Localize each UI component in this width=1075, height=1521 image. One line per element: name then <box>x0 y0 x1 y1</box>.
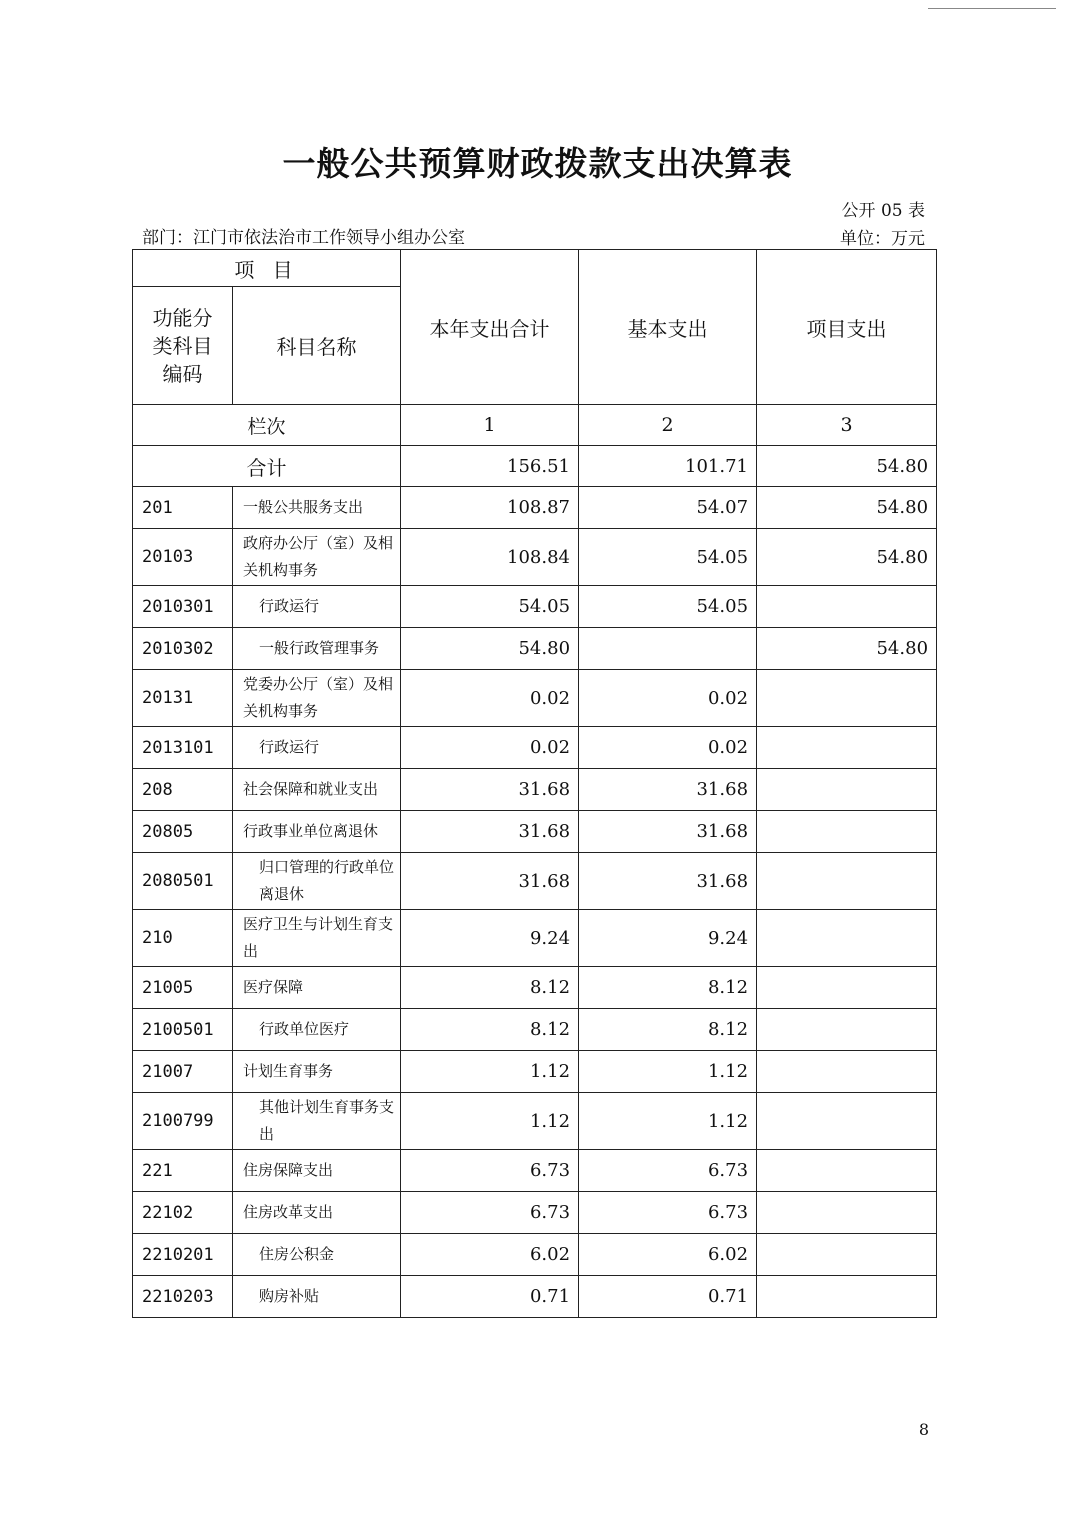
row-name: 行政运行 <box>233 727 401 769</box>
row-total: 31.68 <box>401 853 579 910</box>
row-total: 1.12 <box>401 1051 579 1093</box>
table-row <box>133 628 937 670</box>
row-basic: 9.24 <box>579 910 757 967</box>
row-code: 201 <box>133 487 233 529</box>
row-project <box>757 967 937 1009</box>
row-project: 54.80 <box>757 487 937 529</box>
row-project <box>757 727 937 769</box>
row-total: 108.84 <box>401 529 579 586</box>
header-item: 项 目 <box>133 250 401 287</box>
row-total: 8.12 <box>401 1009 579 1051</box>
form-number: 公开 05 表 <box>841 201 925 221</box>
row-code: 2100501 <box>133 1009 233 1051</box>
row-project <box>757 586 937 628</box>
row-code: 2010301 <box>133 586 233 628</box>
row-code: 2013101 <box>133 727 233 769</box>
row-code: 208 <box>133 769 233 811</box>
row-basic: 54.07 <box>579 487 757 529</box>
row-project <box>757 1009 937 1051</box>
row-code: 2080501 <box>133 853 233 910</box>
page-title: 一般公共预算财政拨款支出决算表 <box>282 144 793 183</box>
row-total: 31.68 <box>401 769 579 811</box>
row-total: 1.12 <box>401 1093 579 1150</box>
row-basic: 1.12 <box>579 1051 757 1093</box>
row-project <box>757 670 937 727</box>
row-project <box>757 1276 937 1318</box>
row-name: 医疗保障 <box>233 967 401 1009</box>
table-row <box>133 811 937 853</box>
row-code: 21007 <box>133 1051 233 1093</box>
row-project <box>757 910 937 967</box>
row-project <box>757 1051 937 1093</box>
header-total: 本年支出合计 <box>401 250 579 405</box>
row-basic: 54.05 <box>579 586 757 628</box>
row-basic: 0.02 <box>579 670 757 727</box>
row-basic: 6.73 <box>579 1150 757 1192</box>
table-row <box>133 670 937 727</box>
column-label: 栏次 <box>133 405 401 446</box>
total-label: 合计 <box>133 446 401 487</box>
row-total: 6.02 <box>401 1234 579 1276</box>
row-name: 一般公共服务支出 <box>233 487 401 529</box>
row-name: 医疗卫生与计划生育支出 <box>233 910 401 967</box>
row-project <box>757 1192 937 1234</box>
row-code: 2010302 <box>133 628 233 670</box>
row-project <box>757 1093 937 1150</box>
row-code: 210 <box>133 910 233 967</box>
row-total: 8.12 <box>401 967 579 1009</box>
budget-table <box>132 249 937 1318</box>
total-total: 156.51 <box>401 446 579 487</box>
table-row <box>133 853 937 910</box>
row-total: 6.73 <box>401 1150 579 1192</box>
row-name: 归口管理的行政单位离退休 <box>233 853 401 910</box>
row-name: 社会保障和就业支出 <box>233 769 401 811</box>
row-basic: 8.12 <box>579 1009 757 1051</box>
row-basic <box>579 628 757 670</box>
row-code: 2100799 <box>133 1093 233 1150</box>
table-row <box>133 1150 937 1192</box>
row-basic: 31.68 <box>579 769 757 811</box>
total-row <box>133 446 937 487</box>
row-code: 21005 <box>133 967 233 1009</box>
row-code: 20103 <box>133 529 233 586</box>
row-name: 住房保障支出 <box>233 1150 401 1192</box>
row-basic: 6.73 <box>579 1192 757 1234</box>
row-name: 其他计划生育事务支出 <box>233 1093 401 1150</box>
column-number-3: 3 <box>757 405 937 446</box>
row-total: 54.80 <box>401 628 579 670</box>
row-basic: 1.12 <box>579 1093 757 1150</box>
row-code: 22102 <box>133 1192 233 1234</box>
row-basic: 8.12 <box>579 967 757 1009</box>
row-name: 购房补贴 <box>233 1276 401 1318</box>
row-name: 计划生育事务 <box>233 1051 401 1093</box>
top-rule <box>928 8 1056 9</box>
row-total: 108.87 <box>401 487 579 529</box>
row-basic: 6.02 <box>579 1234 757 1276</box>
column-number-2: 2 <box>579 405 757 446</box>
row-name: 党委办公厅（室）及相关机构事务 <box>233 670 401 727</box>
unit-label: 单位：万元 <box>840 229 925 249</box>
header-project: 项目支出 <box>757 250 937 405</box>
table-row <box>133 1276 937 1318</box>
row-code: 221 <box>133 1150 233 1192</box>
row-code: 2210201 <box>133 1234 233 1276</box>
page-number: 8 <box>918 1420 929 1439</box>
row-name: 住房改革支出 <box>233 1192 401 1234</box>
row-code: 2210203 <box>133 1276 233 1318</box>
row-total: 9.24 <box>401 910 579 967</box>
total-basic: 101.71 <box>579 446 757 487</box>
row-project <box>757 811 937 853</box>
row-name: 行政单位医疗 <box>233 1009 401 1051</box>
row-total: 6.73 <box>401 1192 579 1234</box>
row-project <box>757 853 937 910</box>
row-project: 54.80 <box>757 628 937 670</box>
table-row <box>133 727 937 769</box>
table-row <box>133 1051 937 1093</box>
column-number-1: 1 <box>401 405 579 446</box>
header-basic: 基本支出 <box>579 250 757 405</box>
row-project <box>757 769 937 811</box>
row-name: 政府办公厅（室）及相关机构事务 <box>233 529 401 586</box>
row-basic: 31.68 <box>579 811 757 853</box>
row-basic: 31.68 <box>579 853 757 910</box>
row-basic: 0.71 <box>579 1276 757 1318</box>
table-row <box>133 586 937 628</box>
row-total: 0.71 <box>401 1276 579 1318</box>
table-row <box>133 967 937 1009</box>
row-project <box>757 1234 937 1276</box>
table-row <box>133 487 937 529</box>
table-row <box>133 529 937 586</box>
header-code <box>133 287 233 405</box>
total-project: 54.80 <box>757 446 937 487</box>
department-label: 部门：江门市依法治市工作领导小组办公室 <box>142 228 465 248</box>
row-total: 31.68 <box>401 811 579 853</box>
table-row <box>133 1192 937 1234</box>
table-row <box>133 769 937 811</box>
row-total: 54.05 <box>401 586 579 628</box>
table-row <box>133 910 937 967</box>
header-name: 科目名称 <box>233 287 401 405</box>
row-basic: 54.05 <box>579 529 757 586</box>
row-project <box>757 1150 937 1192</box>
row-total: 0.02 <box>401 670 579 727</box>
table-row <box>133 1234 937 1276</box>
row-name: 行政事业单位离退休 <box>233 811 401 853</box>
header-code-text: 功能分类科目编码 <box>152 305 213 386</box>
row-total: 0.02 <box>401 727 579 769</box>
table-row <box>133 1093 937 1150</box>
table-row <box>133 1009 937 1051</box>
row-name: 住房公积金 <box>233 1234 401 1276</box>
row-code: 20805 <box>133 811 233 853</box>
row-code: 20131 <box>133 670 233 727</box>
row-basic: 0.02 <box>579 727 757 769</box>
row-name: 一般行政管理事务 <box>233 628 401 670</box>
row-project: 54.80 <box>757 529 937 586</box>
row-name: 行政运行 <box>233 586 401 628</box>
